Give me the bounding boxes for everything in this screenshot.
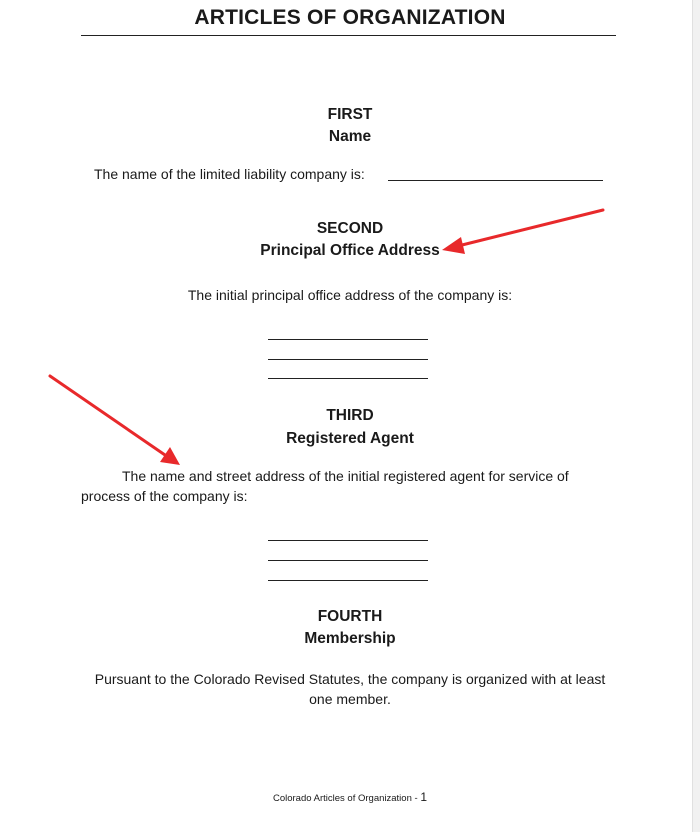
arrow-to-registered-agent-icon	[50, 376, 180, 465]
section-second-body: The initial principal office address of the company is:	[187, 287, 513, 303]
section-fourth-body-line1: Pursuant to the Colorado Revised Statutes, the company is organized with at least	[94, 671, 606, 687]
footer-label: Colorado Articles of Organization -	[272, 793, 421, 804]
section-fourth-heading: Membership	[304, 630, 396, 647]
section-third-body-line1: The name and street address of the initial registered agent for service of	[122, 468, 569, 484]
document-title: ARTICLES OF ORGANIZATION	[194, 6, 506, 29]
arrow-to-principal-office-icon	[442, 210, 603, 254]
section-fourth-body-line2: one member.	[309, 691, 391, 707]
section-first-number: FIRST	[327, 106, 373, 123]
section-fourth-number: FOURTH	[317, 608, 383, 625]
section-second-heading: Principal Office Address	[260, 242, 440, 259]
page-number: 1	[420, 790, 427, 804]
viewer-scrollbar[interactable]	[692, 0, 700, 832]
section-third-number: THIRD	[326, 407, 374, 424]
section-third-heading: Registered Agent	[286, 430, 414, 447]
section-third-body-line2: process of the company is:	[81, 488, 248, 504]
section-second-number: SECOND	[316, 220, 384, 237]
section-first-heading: Name	[328, 128, 372, 145]
section-first-body: The name of the limited liability company is:	[94, 166, 365, 182]
